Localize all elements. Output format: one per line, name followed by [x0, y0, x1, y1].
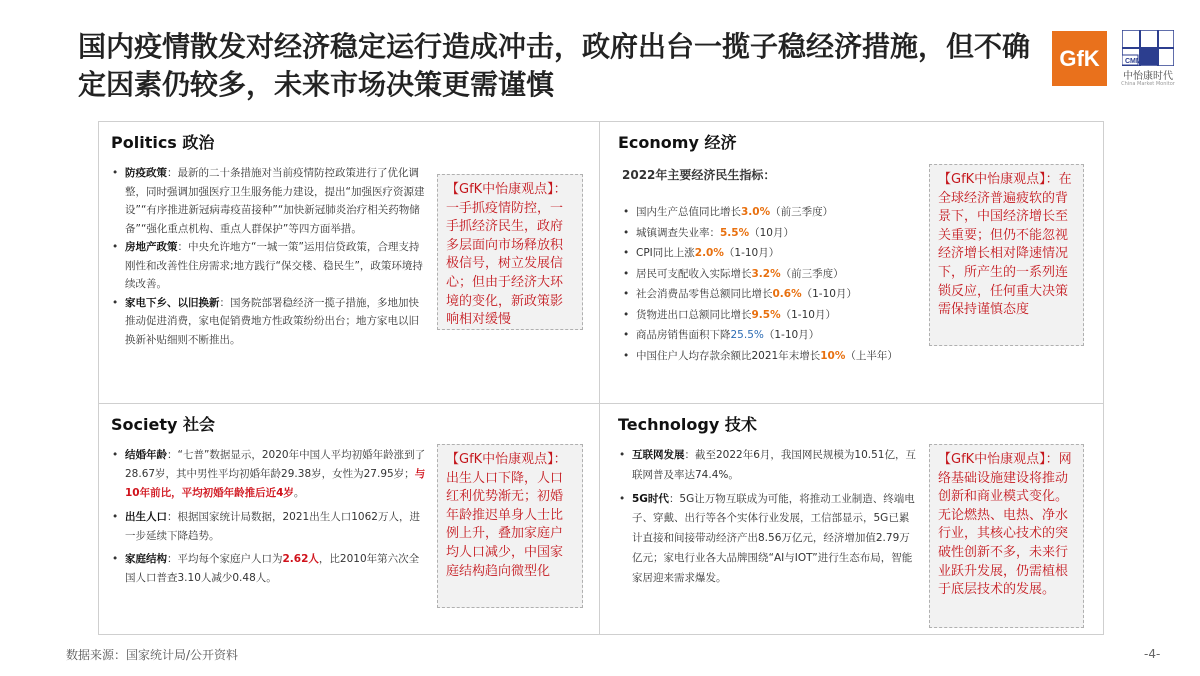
- list-item: • 出生人口：根据国家统计局数据，2021出生人口1062万人，进一步延续下降趋势。: [112, 510, 420, 542]
- economy-view-box: 【GfK中怡康观点】：在全球经济普遍疲软的背景下，中国经济增长至关重要；但仍不能忽视经济增长相对降速情况下，所产生的一系列连锁反应，任何重大决策需保持谨慎态度: [929, 164, 1084, 346]
- list-item: • 防疫政策：最新的二十条措施对当前疫情防控政策进行了优化调整，同时强调加强医疗卫生服务能力建设，提出“加强医疗资源建设”“有序推进新冠病毒疫苗接种”“加快新冠肺炎治疗相关药物储备”“强化重点机构、重点人群保护”等四方面举措。: [112, 167, 425, 235]
- svg-text:CMM: CMM: [1125, 58, 1142, 65]
- list-item: • 中国住户人均存款余额比2021年末增长10%（上半年）: [623, 349, 898, 362]
- society-heading: Society 社会: [111, 415, 215, 434]
- list-item: • 5G时代：5G让万物互联成为可能，将推动工业制造、终端电子、穿戴、出行等各个实体行业发展，工信部显示，5G已累计直接和间接带动经济产出8.56万亿元，经济增加值2.79万亿元；家电行业各大品牌围绕“AI与IOT”进行生态布局，智能家居迎来需求爆发。: [619, 492, 915, 584]
- politics-list: [109, 164, 427, 349]
- gfk-logo: GfK: [1052, 31, 1107, 86]
- technology-list: [616, 446, 916, 589]
- list-item: • 互联网发展：截至2022年6月，我国网民规模为10.51亿，互联网普及率达74.4%。: [619, 449, 916, 481]
- list-item: • 社会消费品零售总额同比增长0.6%（1-10月）: [623, 288, 857, 300]
- list-item: • 结婚年龄：“七普”数据显示，2020年中国人平均初婚年龄涨到了28.67岁，其中男性平均初婚年龄29.38岁，女性为27.95岁；与10年前比，平均初婚年龄推后近4岁。: [112, 449, 426, 500]
- economy-list: [620, 202, 960, 366]
- page-title: 国内疫情散发对经济稳定运行造成冲击，政府出台一揽子稳经济措施，但不确定因素仍较多，未来市场决策更需谨慎: [78, 30, 1031, 101]
- economy-heading: Economy 经济: [618, 133, 737, 152]
- politics-quadrant: [99, 122, 599, 403]
- cmm-logo-text: 中怡康时代: [1123, 71, 1173, 82]
- cmm-logo-subtext: China Market Monitor: [1121, 81, 1175, 87]
- list-item: • 房地产政策：中央允许地方“一城一策”运用信贷政策，合理支持刚性和改善性住房需求;地方践行“保交楼、稳民生”，政策环境持续改善。: [112, 241, 423, 290]
- economy-quadrant: [600, 122, 1103, 403]
- list-item: • 城镇调查失业率：5.5%（10月）: [623, 226, 794, 239]
- society-list: [109, 446, 427, 588]
- list-item: • 国内生产总值同比增长3.0%（前三季度）: [623, 206, 834, 218]
- page-number: -4-: [1144, 647, 1161, 661]
- list-item: • 家电下乡、以旧换新：国务院部署稳经济一揽子措施，多地加快推动促进消费，家电促销费地方性政策纷纷出台；地方家电以旧换新补贴细则不断推出。: [112, 296, 419, 346]
- list-item: • 家庭结构：平均每个家庭户人口为2.62人，比2010年第六次全国人口普查3.10人减少0.48人。: [112, 553, 420, 585]
- list-item: • CPI同比上涨2.0%（1-10月）: [623, 247, 780, 259]
- list-item: • 商品房销售面积下降25.5%（1-10月）: [623, 329, 820, 341]
- data-source: 数据来源：国家统计局/公开资料: [66, 648, 239, 662]
- politics-heading: Politics 政治: [111, 133, 215, 152]
- technology-heading: Technology 技术: [618, 415, 757, 434]
- politics-view-box: 【GfK中怡康观点】：一手抓疫情防控，一手抓经济民生，政府多层面向市场释放积极信号，树立发展信心；但由于经济大环境的变化，新政策影响相对缓慢: [437, 174, 583, 330]
- list-item: • 货物进出口总额同比增长9.5%（1-10月）: [623, 308, 836, 321]
- list-item: • 居民可支配收入实际增长3.2%（前三季度）: [623, 267, 844, 280]
- cmm-logo-mark-icon: [1122, 30, 1174, 66]
- technology-view-box: 【GfK中怡康观点】：网络基础设施建设将推动创新和商业模式变化。无论燃热、电热、净水行业，其核心技术的突破性创新不多，未来行业跃升发展，仍需植根于底层技术的发展。: [929, 444, 1084, 628]
- pest-grid: [98, 121, 1104, 635]
- economy-subtitle: 2022年主要经济民生指标：: [622, 168, 776, 182]
- society-quadrant: [99, 404, 599, 634]
- technology-quadrant: [600, 404, 1103, 634]
- cmm-logo: [1116, 28, 1180, 92]
- society-view-box: 【GfK中怡康观点】：出生人口下降，人口红利优势渐无；初婚年龄推迟单身人士比例上升，叠加家庭户均人口减少，中国家庭结构趋向微型化: [437, 444, 583, 608]
